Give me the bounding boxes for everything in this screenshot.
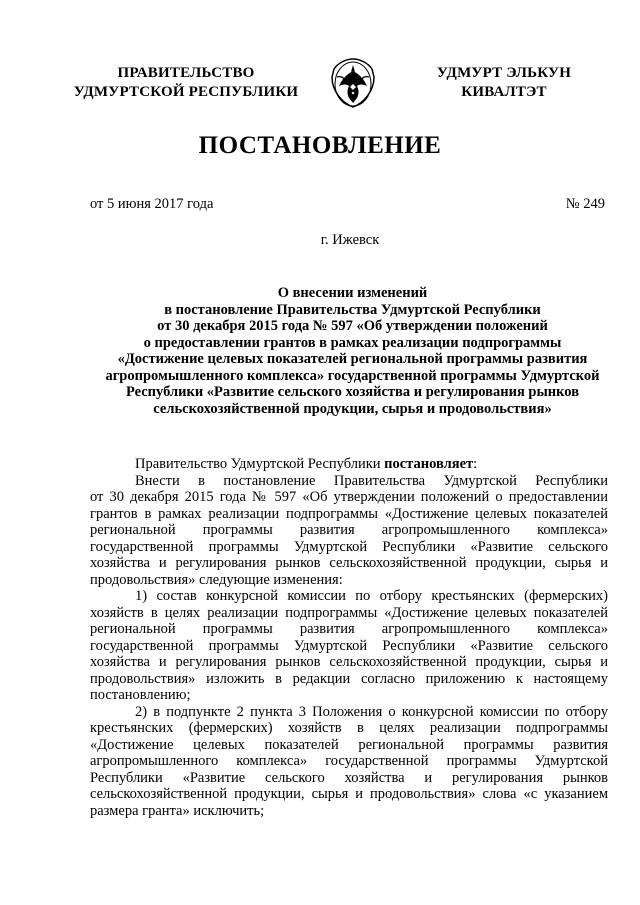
paragraph-1-line: продовольствия» следующие изменения: (90, 571, 343, 588)
title-line: «Достижение целевых показателей региональной программы развития (117, 351, 588, 367)
document-type-heading: ПОСТАНОВЛЕНИЕ (198, 132, 442, 159)
paragraph-2-line: хозяйства и регулирования рынков сельскохозяйственной продукции, сырья и (90, 654, 608, 670)
header-right-org (418, 64, 590, 102)
document-number: № 249 (565, 196, 605, 212)
paragraph-3-line: Республики «Развитие сельского хозяйства и регулирования рынков (90, 769, 608, 786)
paragraph-3-line: агропромышленного комплекса» государственной программы Удмуртской (90, 753, 608, 769)
title-line: Республики «Развитие сельского хозяйства и регулирования рынков (125, 384, 580, 400)
paragraph-2-line: хозяйств в целях реализации подпрограммы «Достижение целевых показателей (90, 604, 608, 621)
intro-colon: : (473, 456, 478, 472)
paragraph-1-line: государственной программы Удмуртской Республики «Развитие сельского (90, 538, 608, 555)
intro-keyword: постановляет (384, 456, 474, 472)
paragraph-1-line: региональной программы развития агропромышленного комплекса» (90, 522, 608, 538)
title-line: о предоставлении грантов в рамках реализации подпрограммы (143, 334, 562, 351)
header-right-line-1: УДМУРТ ЭЛЬКУН (436, 65, 572, 81)
paragraph-3-line: 2) в подпункте 2 пункта 3 Положения о конкурсной комиссии по отбору (135, 703, 608, 720)
title-line: агропромышленного комплекса» государственной программы Удмуртской (105, 367, 600, 384)
paragraph-1-line: Внести в постановление Правительства Удмуртской Республики (135, 472, 608, 489)
paragraph-1-line: хозяйства и регулирования рынков сельскохозяйственной продукции, сырья и (90, 555, 608, 571)
document-city: г. Ижевск (320, 232, 380, 248)
document-body (90, 456, 608, 819)
paragraph-3-line: крестьянских (фермерских) хозяйств в целях реализации подпрограммы (90, 720, 608, 736)
title-line: в постановление Правительства Удмуртской Республики (164, 301, 541, 318)
paragraph-2-line: государственной программы Удмуртской Республики «Развитие сельского (90, 637, 608, 654)
paragraph-1-line: от 30 декабря 2015 года № 597 «Об утверждении положений о предоставлении (90, 489, 608, 505)
title-line: от 30 декабря 2015 года № 597 «Об утверждении положений (157, 318, 548, 334)
paragraph-2-line: региональной программы развития агропромышленного комплекса» (90, 621, 608, 637)
paragraph-2-line: продовольствия» изложить в редакции согласно приложению к настоящему (90, 670, 608, 687)
paragraph-2-line: 1) состав конкурсной комиссии по отбору крестьянских (фермерских) (135, 588, 608, 604)
header-right-line-2: КИВАЛТЭТ (461, 84, 547, 100)
paragraph-3-line: сельскохозяйственной продукции, сырья и продовольствия» слова «с указанием (90, 786, 608, 802)
header-left-line-1: ПРАВИТЕЛЬСТВО (117, 65, 255, 81)
title-line: О внесении изменений (277, 285, 428, 301)
title-line: сельскохозяйственной продукции, сырья и продовольствия» (153, 400, 552, 417)
paragraph-3-line: «Достижение целевых показателей региональной программы развития (90, 736, 608, 753)
paragraph-2-line: постановлению; (90, 687, 191, 703)
paragraph-3-line: размера гранта» исключить; (90, 802, 265, 819)
resolution-intro (90, 456, 608, 473)
udmurtia-coat-of-arms-icon (330, 57, 376, 109)
intro-text: Правительство Удмуртской Республики (135, 456, 385, 472)
document-date: от 5 июня 2017 года (90, 196, 214, 212)
header-left-line-2: УДМУРТСКОЙ РЕСПУБЛИКИ (73, 84, 299, 100)
document-title (70, 285, 635, 417)
paragraph-1-line: грантов в рамках реализации подпрограммы «Достижение целевых показателей (90, 505, 608, 522)
header-left-org (70, 64, 302, 102)
